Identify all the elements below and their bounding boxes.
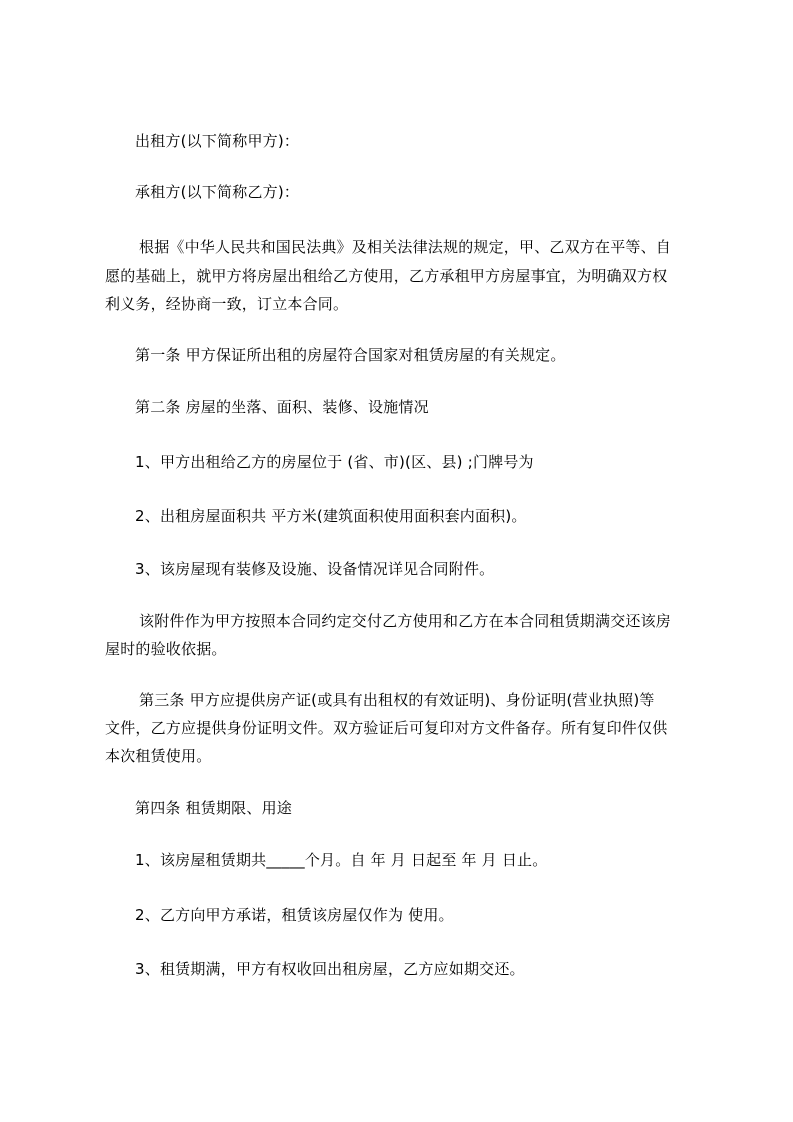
annex-line-1: 该附件作为甲方按照本合同约定交付乙方使用和乙方在本合同租赁期满交还该房 (139, 612, 672, 630)
article-4-item-1: 1、该房屋租赁期共_____个月。自 年 月 日起至 年 月 日止。 (135, 851, 548, 869)
lessee-line: 承租方(以下简称乙方)： (135, 183, 300, 201)
article-3-line-3: 本次租赁使用。 (105, 747, 212, 765)
article-2-heading: 第二条 房屋的坐落、面积、装修、设施情况 (135, 398, 429, 416)
annex-line-2: 屋时的验收依据。 (105, 640, 227, 658)
article-4-heading: 第四条 租赁期限、用途 (135, 799, 292, 817)
article-3-line-2: 文件，乙方应提供身份证明文件。双方验证后可复印对方文件备存。所有复印件仅供 (105, 719, 668, 737)
preamble-line-1: 根据《中华人民共和国民法典》及相关法律法规的规定，甲、乙双方在平等、自 (139, 238, 672, 256)
article-2-item-2: 2、出租房屋面积共 平方米(建筑面积使用面积套内面积)。 (135, 507, 527, 525)
article-4-item-3: 3、租赁期满，甲方有权收回出租房屋，乙方应如期交还。 (135, 960, 525, 978)
article-3-line-1: 第三条 甲方应提供房产证(或具有出租权的有效证明)、身份证明(营业执照)等 (139, 691, 655, 709)
article-4-item-2: 2、乙方向甲方承诺，租赁该房屋仅作为 使用。 (135, 906, 454, 924)
preamble-line-2: 愿的基础上，就甲方将房屋出租给乙方使用，乙方承租甲方房屋事宜，为明确双方权 (105, 267, 668, 285)
lessor-line: 出租方(以下简称甲方)： (135, 132, 300, 150)
article-2-item-3: 3、该房屋现有装修及设施、设备情况详见合同附件。 (135, 560, 495, 578)
article-2-item-1: 1、甲方出租给乙方的房屋位于 (省、市)(区、县) ;门牌号为 (135, 453, 534, 471)
preamble-line-3: 利义务，经协商一致，订立本合同。 (105, 295, 349, 313)
article-1: 第一条 甲方保证所出租的房屋符合国家对租赁房屋的有关规定。 (135, 346, 566, 364)
